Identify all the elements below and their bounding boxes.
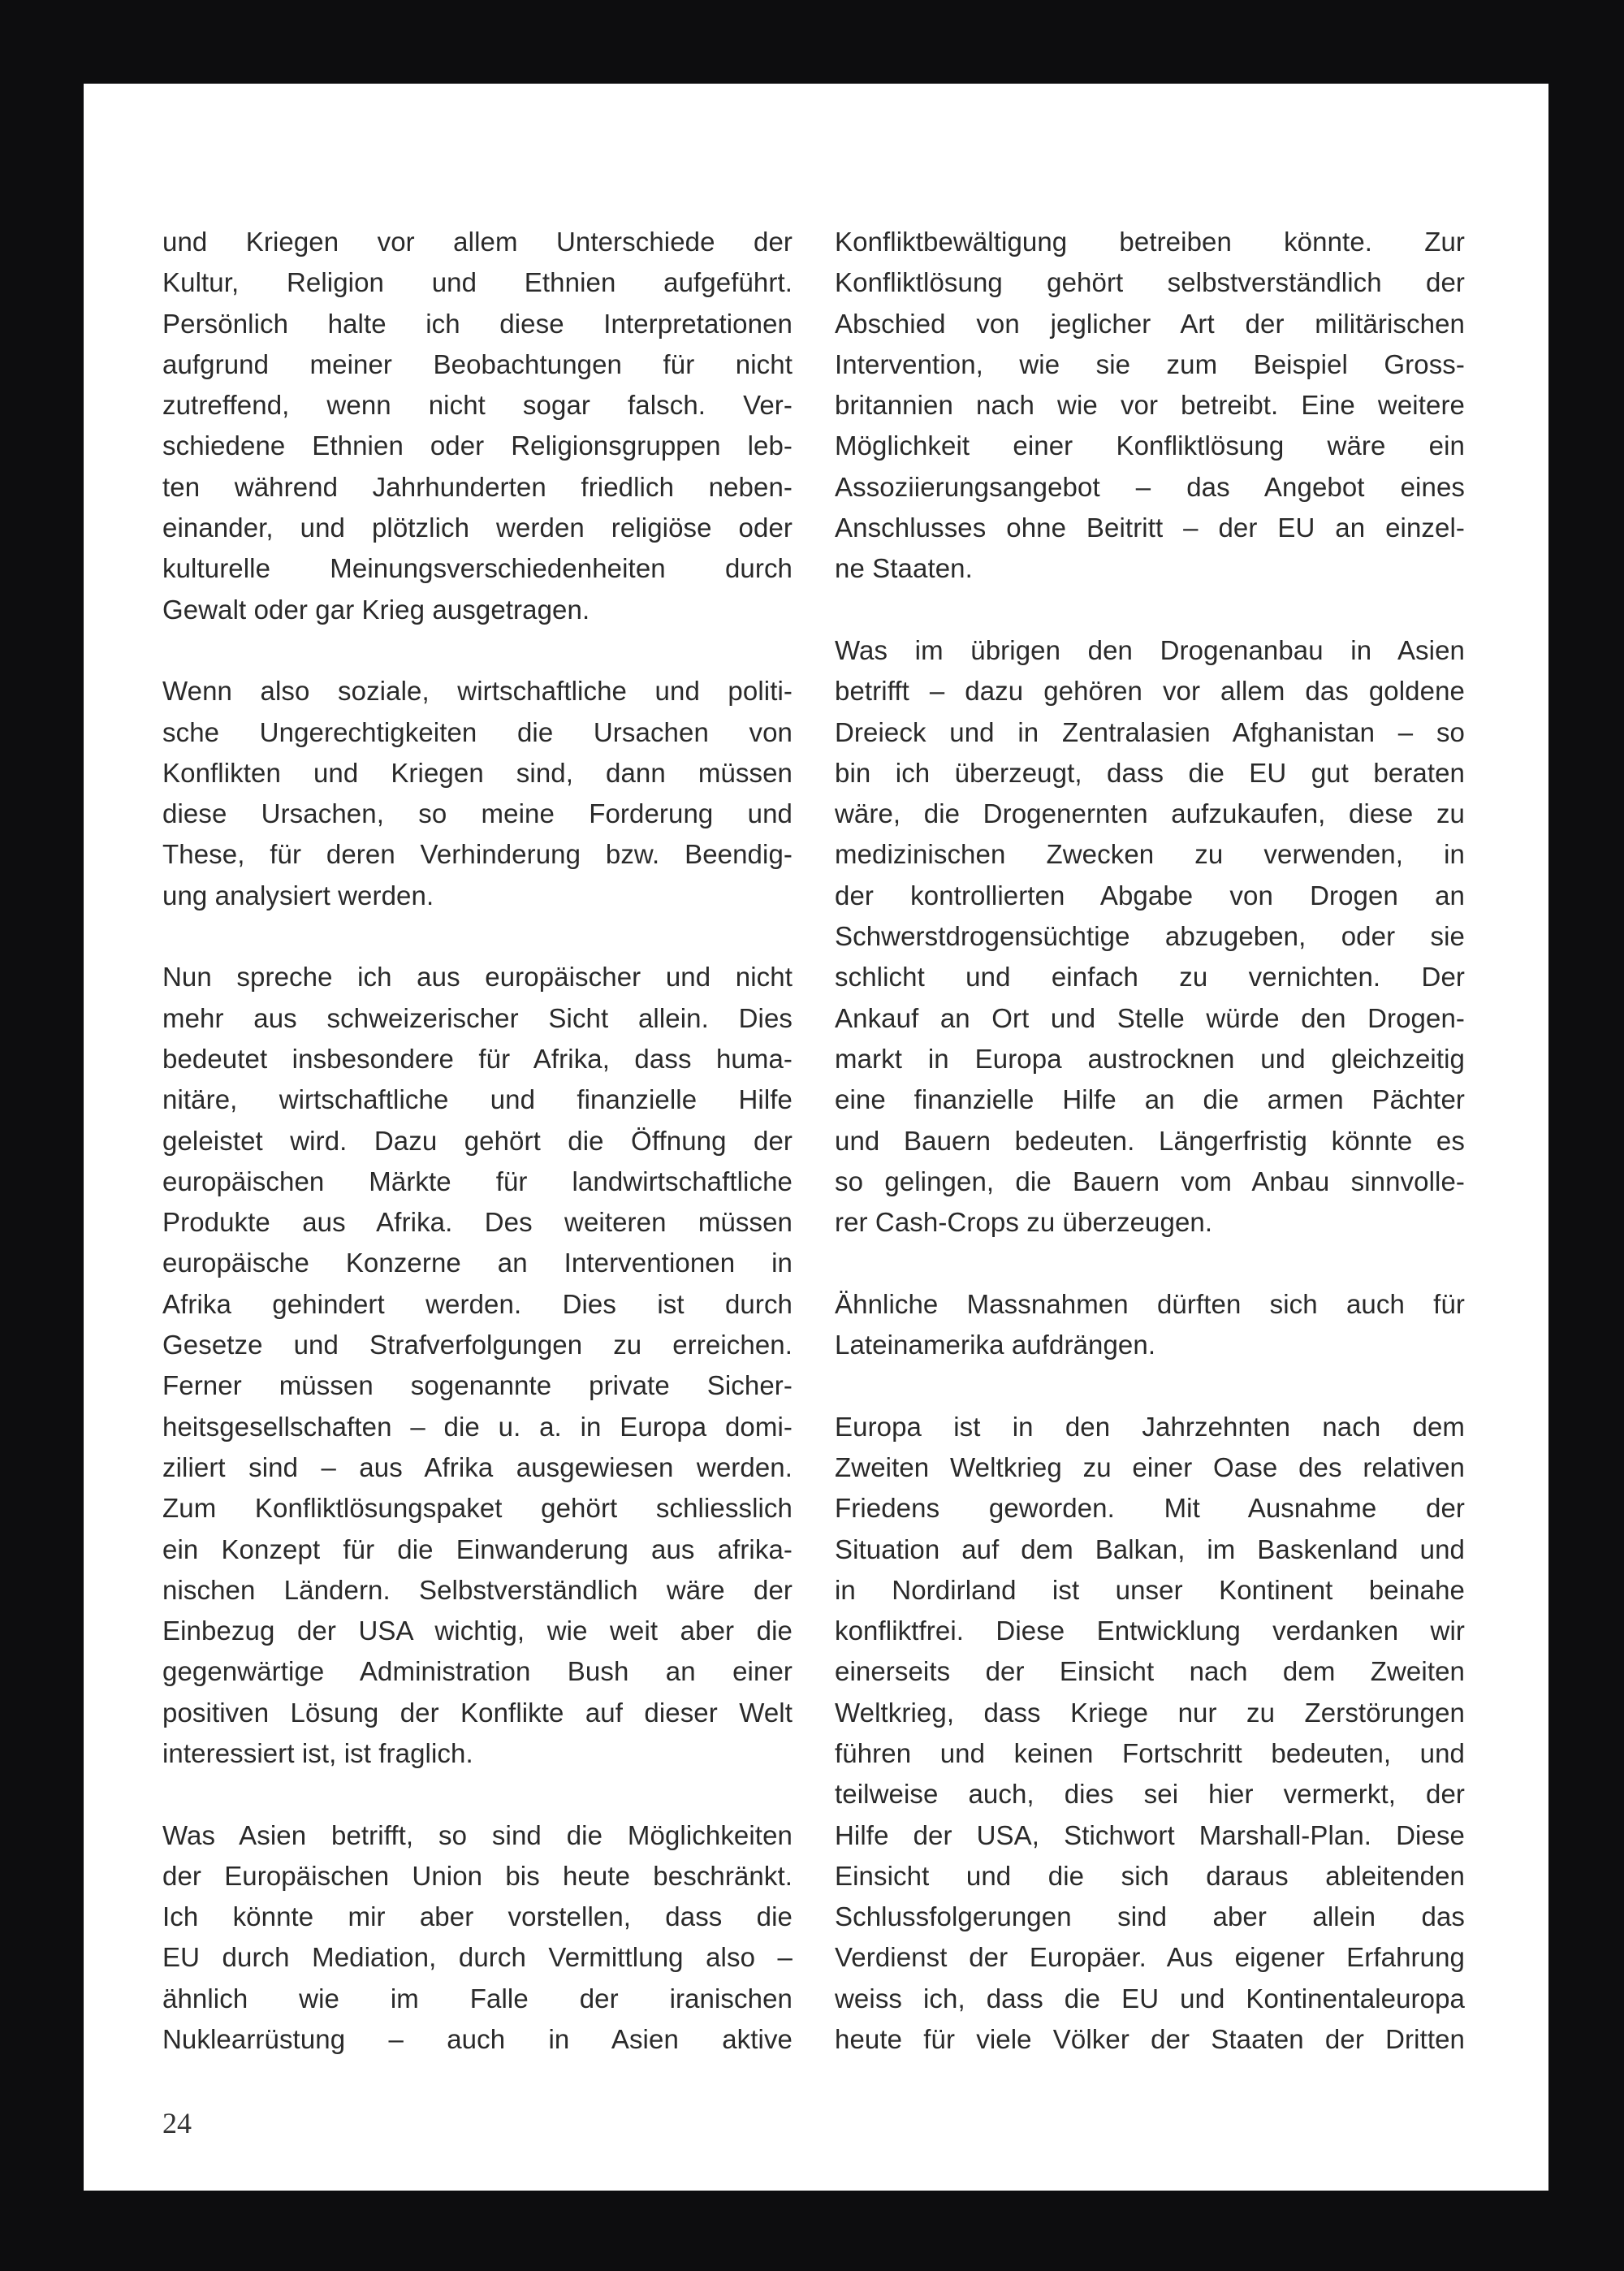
text-line: kulturelle Meinungsverschiedenheiten durch: [162, 553, 793, 584]
text-line: europäische Konzerne an Interventionen in: [162, 1248, 793, 1278]
text-line: ten während Jahrhunderten friedlich neben-: [162, 471, 793, 502]
text-line: Ferner müssen sogenannte private Sicher-: [162, 1370, 793, 1401]
text-line: so gelingen, die Bauern vom Anbau sinnvolle-: [835, 1166, 1465, 1196]
text-line: Produkte aus Afrika. Des weiteren müssen: [162, 1207, 793, 1238]
text-line: Ähnliche Massnahmen dürften sich auch für: [835, 1288, 1465, 1319]
text-line: Intervention, wie sie zum Beispiel Gross-: [835, 348, 1465, 379]
text-line: Zum Konfliktlösungspaket gehört schliesslich: [162, 1493, 793, 1524]
right-column: [835, 222, 1465, 2101]
text-line: Konfliktlösung gehört selbstverständlich der: [835, 267, 1465, 298]
page-number: 24: [162, 2107, 192, 2139]
text-line: einander, und plötzlich werden religiöse oder: [162, 513, 793, 543]
text-line: medizinischen Zwecken zu verwenden, in: [835, 839, 1465, 870]
text-line: Ich könnte mir aber vorstellen, dass die: [162, 1901, 793, 1932]
text-line: heitsgesellschaften – die u. a. in Europa domi-: [162, 1411, 793, 1442]
text-line: einerseits der Einsicht nach dem Zweiten: [835, 1656, 1465, 1687]
text-line: der Europäischen Union bis heute beschränkt.: [162, 1860, 793, 1891]
text-line: führen und keinen Fortschritt bedeuten, und: [835, 1737, 1465, 1768]
text-line: Konflikten und Kriegen sind, dann müssen: [162, 757, 793, 788]
text-line: Möglichkeit einer Konfliktlösung wäre ein: [835, 430, 1465, 461]
text-line: ziliert sind – aus Afrika ausgewiesen werden.: [162, 1451, 793, 1482]
text-line: nitäre, wirtschaftliche und finanzielle Hilfe: [162, 1084, 793, 1115]
paragraph-cultural-differences: [162, 222, 793, 630]
text-line: diese Ursachen, so meine Forderung und: [162, 798, 793, 829]
text-line: schiedene Ethnien oder Religionsgruppen leb-: [162, 430, 793, 461]
paragraph-conflict-resolution: [835, 222, 1465, 590]
text-line: ähnlich wie im Falle der iranischen: [162, 1983, 793, 2014]
text-line: mehr aus schweizerischer Sicht allein. Dies: [162, 1002, 793, 1033]
text-line: ne Staaten.: [835, 553, 973, 584]
text-line: Afrika gehindert werden. Dies ist durch: [162, 1288, 793, 1319]
text-line: Friedens geworden. Mit Ausnahme der: [835, 1493, 1465, 1524]
paragraph-drug-cultivation: [835, 630, 1465, 1243]
text-line: und Kriegen vor allem Unterschiede der: [162, 227, 793, 257]
text-line: markt in Europa austrocknen und gleichzeitig: [835, 1043, 1465, 1074]
text-line: ung analysiert werden.: [162, 880, 434, 911]
text-line: Nun spreche ich aus europäischer und nicht: [162, 962, 793, 993]
text-line: Was Asien betrifft, so sind die Möglichkeiten: [162, 1819, 793, 1850]
text-line: eine finanzielle Hilfe an die armen Pächter: [835, 1084, 1465, 1115]
text-line: Ankauf an Ort und Stelle würde den Drogen-: [835, 1002, 1465, 1033]
text-line: rer Cash-Crops zu überzeugen.: [835, 1207, 1213, 1238]
text-line: Was im übrigen den Drogenanbau in Asien: [835, 634, 1465, 665]
text-line: Einbezug der USA wichtig, wie weit aber die: [162, 1616, 793, 1646]
text-line: These, für deren Verhinderung bzw. Beendig-: [162, 839, 793, 870]
text-line: Schlussfolgerungen sind aber allein das: [835, 1901, 1465, 1932]
text-line: konfliktfrei. Diese Entwicklung verdanken wir: [835, 1616, 1465, 1646]
text-line: Verdienst der Europäer. Aus eigener Erfahrung: [835, 1942, 1465, 1973]
text-line: Nuklearrüstung – auch in Asien aktive: [162, 2024, 793, 2055]
text-line: Gewalt oder gar Krieg ausgetragen.: [162, 594, 590, 625]
text-line: der kontrollierten Abgabe von Drogen an: [835, 880, 1465, 911]
paragraph-europe-peace: [835, 1407, 1465, 2061]
text-line: bedeutet insbesondere für Afrika, dass huma-: [162, 1043, 793, 1074]
text-line: heute für viele Völker der Staaten der Dritten: [835, 2024, 1465, 2055]
paragraph-latin-america: [835, 1284, 1465, 1366]
text-line: Dreieck und in Zentralasien Afghanistan – so: [835, 716, 1465, 747]
text-line: Assoziierungsangebot – das Angebot eines: [835, 471, 1465, 502]
text-line: zutreffend, wenn nicht sogar falsch. Ver-: [162, 390, 793, 421]
text-line: Konfliktbewältigung betreiben könnte. Zur: [835, 227, 1465, 257]
text-line: weiss ich, dass die EU und Kontinentaleuropa: [835, 1983, 1465, 2014]
paragraph-africa: [162, 957, 793, 1774]
text-line: Gesetze und Strafverfolgungen zu erreichen.: [162, 1330, 793, 1360]
text-line: Abschied von jeglicher Art der militärischen: [835, 308, 1465, 339]
text-line: Lateinamerika aufdrängen.: [835, 1330, 1156, 1360]
paragraph-social-injustice: [162, 671, 793, 916]
text-line: sche Ungerechtigkeiten die Ursachen von: [162, 716, 793, 747]
text-line: in Nordirland ist unser Kontinent beinahe: [835, 1574, 1465, 1605]
text-line: wäre, die Drogenernten aufzukaufen, diese zu: [835, 798, 1465, 829]
document-page: [84, 84, 1548, 2191]
text-line: aufgrund meiner Beobachtungen für nicht: [162, 348, 793, 379]
text-line: Europa ist in den Jahrzehnten nach dem: [835, 1411, 1465, 1442]
left-column: [162, 222, 793, 2101]
text-line: Zweiten Weltkrieg zu einer Oase des relativen: [835, 1451, 1465, 1482]
text-line: Schwerstdrogensüchtige abzugeben, oder sie: [835, 921, 1465, 952]
text-line: Hilfe der USA, Stichwort Marshall-Plan. Diese: [835, 1819, 1465, 1850]
text-line: EU durch Mediation, durch Vermittlung also –: [162, 1942, 793, 1973]
text-line: interessiert ist, ist fraglich.: [162, 1737, 473, 1768]
text-line: Einsicht und die sich daraus ableitenden: [835, 1860, 1465, 1891]
text-line: Situation auf dem Balkan, im Baskenland und: [835, 1533, 1465, 1564]
text-line: betrifft – dazu gehören vor allem das goldene: [835, 676, 1465, 707]
text-line: Kultur, Religion und Ethnien aufgeführt.: [162, 267, 793, 298]
text-line: nischen Ländern. Selbstverständlich wäre der: [162, 1574, 793, 1605]
text-line: schlicht und einfach zu vernichten. Der: [835, 962, 1465, 993]
text-line: Weltkrieg, dass Kriege nur zu Zerstörungen: [835, 1697, 1465, 1728]
paragraph-asia: [162, 1815, 793, 2061]
text-line: Anschlusses ohne Beitritt – der EU an einzel-: [835, 513, 1465, 543]
text-line: Persönlich halte ich diese Interpretationen: [162, 308, 793, 339]
text-line: bin ich überzeugt, dass die EU gut beraten: [835, 757, 1465, 788]
text-line: europäischen Märkte für landwirtschaftliche: [162, 1166, 793, 1196]
text-line: und Bauern bedeuten. Längerfristig könnte es: [835, 1125, 1465, 1156]
text-line: Wenn also soziale, wirtschaftliche und politi-: [162, 676, 793, 707]
text-line: ein Konzept für die Einwanderung aus afrika-: [162, 1533, 793, 1564]
text-line: gegenwärtige Administration Bush an einer: [162, 1656, 793, 1687]
text-line: geleistet wird. Dazu gehört die Öffnung der: [162, 1125, 793, 1156]
text-line: teilweise auch, dies sei hier vermerkt, der: [835, 1779, 1465, 1810]
text-line: britannien nach wie vor betreibt. Eine weitere: [835, 390, 1465, 421]
text-line: positiven Lösung der Konflikte auf dieser Welt: [162, 1697, 793, 1728]
